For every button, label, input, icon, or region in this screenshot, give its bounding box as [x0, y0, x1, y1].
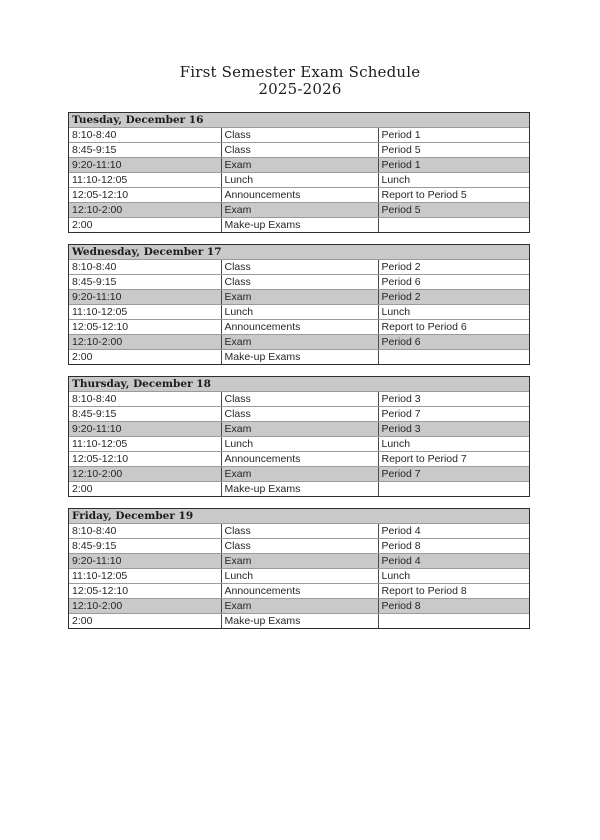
time-cell: 11:10-12:05	[69, 305, 221, 320]
detail-cell: Period 8	[378, 599, 529, 614]
activity-cell: Class	[221, 128, 378, 143]
table-row	[69, 407, 529, 422]
activity-cell: Class	[221, 539, 378, 554]
time-cell: 11:10-12:05	[69, 569, 221, 584]
detail-cell	[378, 350, 529, 365]
activity-cell: Make-up Exams	[221, 218, 378, 233]
activity-cell: Make-up Exams	[221, 482, 378, 497]
activity-cell: Exam	[221, 422, 378, 437]
time-cell: 12:05-12:10	[69, 584, 221, 599]
detail-cell: Lunch	[378, 173, 529, 188]
activity-cell: Class	[221, 260, 378, 275]
time-cell: 8:10-8:40	[69, 392, 221, 407]
time-cell: 2:00	[69, 350, 221, 365]
activity-cell: Class	[221, 392, 378, 407]
activity-cell: Announcements	[221, 188, 378, 203]
day-header: Friday, December 19	[69, 509, 529, 524]
page-title-line2: 2025-2026	[258, 80, 342, 98]
activity-cell: Exam	[221, 335, 378, 350]
time-cell: 2:00	[69, 218, 221, 233]
time-cell: 9:20-11:10	[69, 554, 221, 569]
table-row	[69, 569, 529, 584]
table-row	[69, 335, 529, 350]
schedule-table-wednesday	[68, 244, 530, 365]
detail-cell: Period 5	[378, 143, 529, 158]
time-cell: 12:10-2:00	[69, 467, 221, 482]
table-row	[69, 245, 529, 260]
time-cell: 12:05-12:10	[69, 452, 221, 467]
table-row	[69, 539, 529, 554]
time-cell: 2:00	[69, 614, 221, 629]
detail-cell: Lunch	[378, 569, 529, 584]
time-cell: 11:10-12:05	[69, 173, 221, 188]
time-cell: 9:20-11:10	[69, 422, 221, 437]
detail-cell: Period 3	[378, 422, 529, 437]
time-cell: 2:00	[69, 482, 221, 497]
day-header: Tuesday, December 16	[69, 113, 529, 128]
table-row	[69, 158, 529, 173]
table-row	[69, 350, 529, 365]
table-row	[69, 509, 529, 524]
day-header: Thursday, December 18	[69, 377, 529, 392]
table-row	[69, 143, 529, 158]
detail-cell: Period 1	[378, 128, 529, 143]
detail-cell: Period 4	[378, 524, 529, 539]
activity-cell: Announcements	[221, 584, 378, 599]
time-cell: 8:45-9:15	[69, 407, 221, 422]
detail-cell	[378, 218, 529, 233]
time-cell: 8:45-9:15	[69, 539, 221, 554]
detail-cell: Period 8	[378, 539, 529, 554]
detail-cell: Period 5	[378, 203, 529, 218]
time-cell: 9:20-11:10	[69, 158, 221, 173]
page-title-line1: First Semester Exam Schedule	[179, 63, 421, 81]
activity-cell: Lunch	[221, 569, 378, 584]
table-row	[69, 203, 529, 218]
day-header: Wednesday, December 17	[69, 245, 529, 260]
table-row	[69, 422, 529, 437]
time-cell: 12:10-2:00	[69, 203, 221, 218]
detail-cell: Report to Period 6	[378, 320, 529, 335]
activity-cell: Make-up Exams	[221, 614, 378, 629]
detail-cell: Period 6	[378, 335, 529, 350]
time-cell: 8:45-9:15	[69, 143, 221, 158]
table-row	[69, 452, 529, 467]
time-cell: 8:10-8:40	[69, 524, 221, 539]
time-cell: 12:10-2:00	[69, 599, 221, 614]
table-row	[69, 437, 529, 452]
time-cell: 8:45-9:15	[69, 275, 221, 290]
table-row	[69, 290, 529, 305]
schedule-table-thursday	[68, 376, 530, 497]
activity-cell: Exam	[221, 599, 378, 614]
activity-cell: Exam	[221, 554, 378, 569]
activity-cell: Class	[221, 143, 378, 158]
detail-cell: Period 7	[378, 407, 529, 422]
detail-cell: Report to Period 8	[378, 584, 529, 599]
table-row	[69, 305, 529, 320]
activity-cell: Exam	[221, 467, 378, 482]
detail-cell: Report to Period 7	[378, 452, 529, 467]
detail-cell: Lunch	[378, 437, 529, 452]
table-row	[69, 554, 529, 569]
detail-cell: Report to Period 5	[378, 188, 529, 203]
time-cell: 8:10-8:40	[69, 128, 221, 143]
table-row	[69, 614, 529, 629]
time-cell: 12:10-2:00	[69, 335, 221, 350]
time-cell: 9:20-11:10	[69, 290, 221, 305]
detail-cell: Lunch	[378, 305, 529, 320]
activity-cell: Exam	[221, 203, 378, 218]
time-cell: 8:10-8:40	[69, 260, 221, 275]
table-row	[69, 218, 529, 233]
activity-cell: Class	[221, 275, 378, 290]
table-row	[69, 584, 529, 599]
detail-cell: Period 6	[378, 275, 529, 290]
table-row	[69, 128, 529, 143]
table-row	[69, 599, 529, 614]
table-row	[69, 173, 529, 188]
time-cell: 12:05-12:10	[69, 188, 221, 203]
detail-cell: Period 3	[378, 392, 529, 407]
activity-cell: Class	[221, 407, 378, 422]
activity-cell: Lunch	[221, 437, 378, 452]
detail-cell: Period 7	[378, 467, 529, 482]
schedule-table-friday	[68, 508, 530, 629]
table-row	[69, 524, 529, 539]
table-row	[69, 320, 529, 335]
detail-cell: Period 1	[378, 158, 529, 173]
table-row	[69, 113, 529, 128]
table-row	[69, 377, 529, 392]
detail-cell	[378, 614, 529, 629]
activity-cell: Exam	[221, 158, 378, 173]
table-row	[69, 467, 529, 482]
detail-cell: Period 2	[378, 260, 529, 275]
activity-cell: Class	[221, 524, 378, 539]
activity-cell: Lunch	[221, 305, 378, 320]
table-row	[69, 392, 529, 407]
detail-cell: Period 4	[378, 554, 529, 569]
table-row	[69, 482, 529, 497]
page-title	[0, 64, 600, 98]
detail-cell: Period 2	[378, 290, 529, 305]
activity-cell: Announcements	[221, 320, 378, 335]
table-row	[69, 260, 529, 275]
detail-cell	[378, 482, 529, 497]
time-cell: 11:10-12:05	[69, 437, 221, 452]
time-cell: 12:05-12:10	[69, 320, 221, 335]
activity-cell: Lunch	[221, 173, 378, 188]
activity-cell: Announcements	[221, 452, 378, 467]
activity-cell: Exam	[221, 290, 378, 305]
activity-cell: Make-up Exams	[221, 350, 378, 365]
table-row	[69, 275, 529, 290]
schedule-table-tuesday	[68, 112, 530, 233]
table-row	[69, 188, 529, 203]
